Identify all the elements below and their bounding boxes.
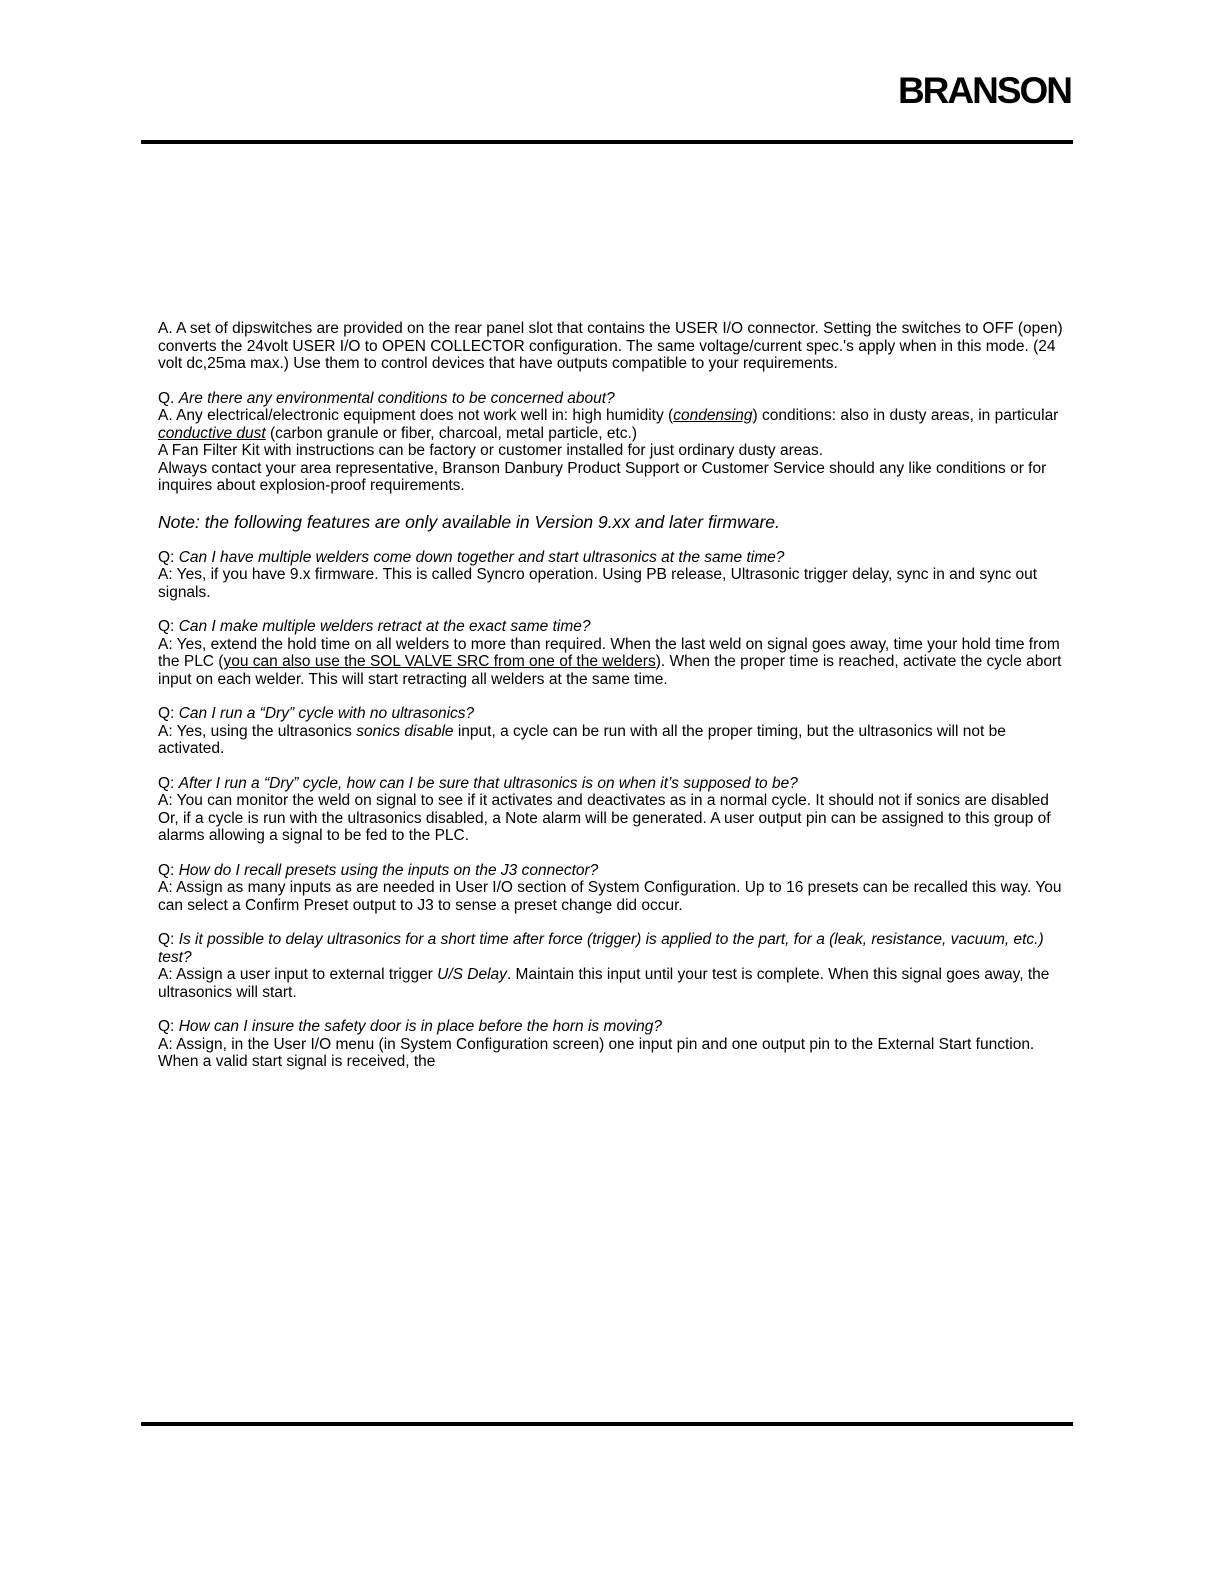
answer-ultrasonics-on: A: You can monitor the weld on signal to see if it activates and deactivates as in a normal cycle. It should not if sonics are disabled Or, if a cycle is run with the ultrasonics disabled, a Note alarm will be generated. A user output pin can be assigned to this group of alarms allowing a signal to be fed to the PLC. [158,792,1051,844]
answer-safety-door: A: Assign, in the User I/O menu (in System Configuration screen) one input pin and one output pin to the External Start function. When a valid start signal is received, the [158,1035,1035,1070]
branson-logo: BRANSON [897,70,1071,111]
question-multiple-welders: Q: Can I have multiple welders come down together and start ultrasonics at the same time? [158,548,785,566]
page-content [158,320,1070,1071]
footer-rule [141,1422,1073,1426]
answer-retract: A: Yes, extend the hold time on all welders to more than required. When the last weld on signal goes away, time your hold time from the PLC (you can also use the SOL VALVE SRC from one of the welders). When the proper time is reached, activate the cycle abort input on each welder. This will start retracting all welders at the same time. [158,635,1062,688]
fan-filter-text: A Fan Filter Kit with instructions can be factory or customer installed for just ordinary dusty areas. [158,442,824,459]
answer-recall-presets: A: Assign as many inputs as are needed in User I/O section of System Configuration. Up to 16 presets can be recalled this way. You can select a Confirm Preset output to J3 to sense a preset change did occur. [158,879,1062,914]
header-rule [141,140,1073,144]
answer-environment: A. Any electrical/electronic equipment does not work well in: high humidity (condensing) conditions: also in dusty areas, in particular conductive dust (carbon granule or fiber, charcoal, metal particle, etc.) [158,407,1059,442]
question-safety-door: Q: How can I insure the safety door is in place before the horn is moving? [158,1018,663,1035]
question-dry-cycle: Q: Can I run a “Dry” cycle with no ultrasonics? [158,705,475,722]
answer-delay-ultrasonics: A: Assign a user input to external trigger U/S Delay. Maintain this input until your test is complete. When this signal goes away, the ultrasonics will start. [158,966,1050,1001]
contact-text: Always contact your area representative, Branson Danbury Product Support or Customer Service should any like conditions or for inquires about explosion-proof requirements. [158,459,1047,494]
question-retract: Q: Can I make multiple welders retract at the exact same time? [158,618,591,635]
question-environment: Q. Are there any environmental conditions to be concerned about? [158,389,615,407]
question-recall-presets: Q: How do I recall presets using the inputs on the J3 connector? [158,861,599,879]
question-delay-ultrasonics: Q: Is it possible to delay ultrasonics for a short time after force (trigger) is applied to the part, for a (leak, resistance, vacuum, etc.) test? [158,931,1044,966]
firmware-note: Note: the following features are only available in Version 9.xx and later firmware. [158,511,780,532]
question-ultrasonics-on: Q: After I run a “Dry” cycle, how can I be sure that ultrasonics is on when it’s supposed to be? [158,774,798,792]
answer-multiple-welders: A: Yes, if you have 9.x firmware. This is called Syncro operation. Using PB release, Ultrasonic trigger delay, sync in and sync out signals. [158,566,1038,601]
answer-dry-cycle: A: Yes, using the ultrasonics sonics disable input, a cycle can be run with all the proper timing, but the ultrasonics will not be activated. [158,722,1006,757]
answer-dipswitches: A. A set of dipswitches are provided on the rear panel slot that contains the USER I/O connector. Setting the switches to OFF (open) converts the 24volt USER I/O to OPEN COLLECTOR configuration. The same voltage/current spec.'s apply when in this mode. (24 volt dc,25ma max.) Use them to control devices that have outputs compatible to your requirements. [158,320,1063,372]
